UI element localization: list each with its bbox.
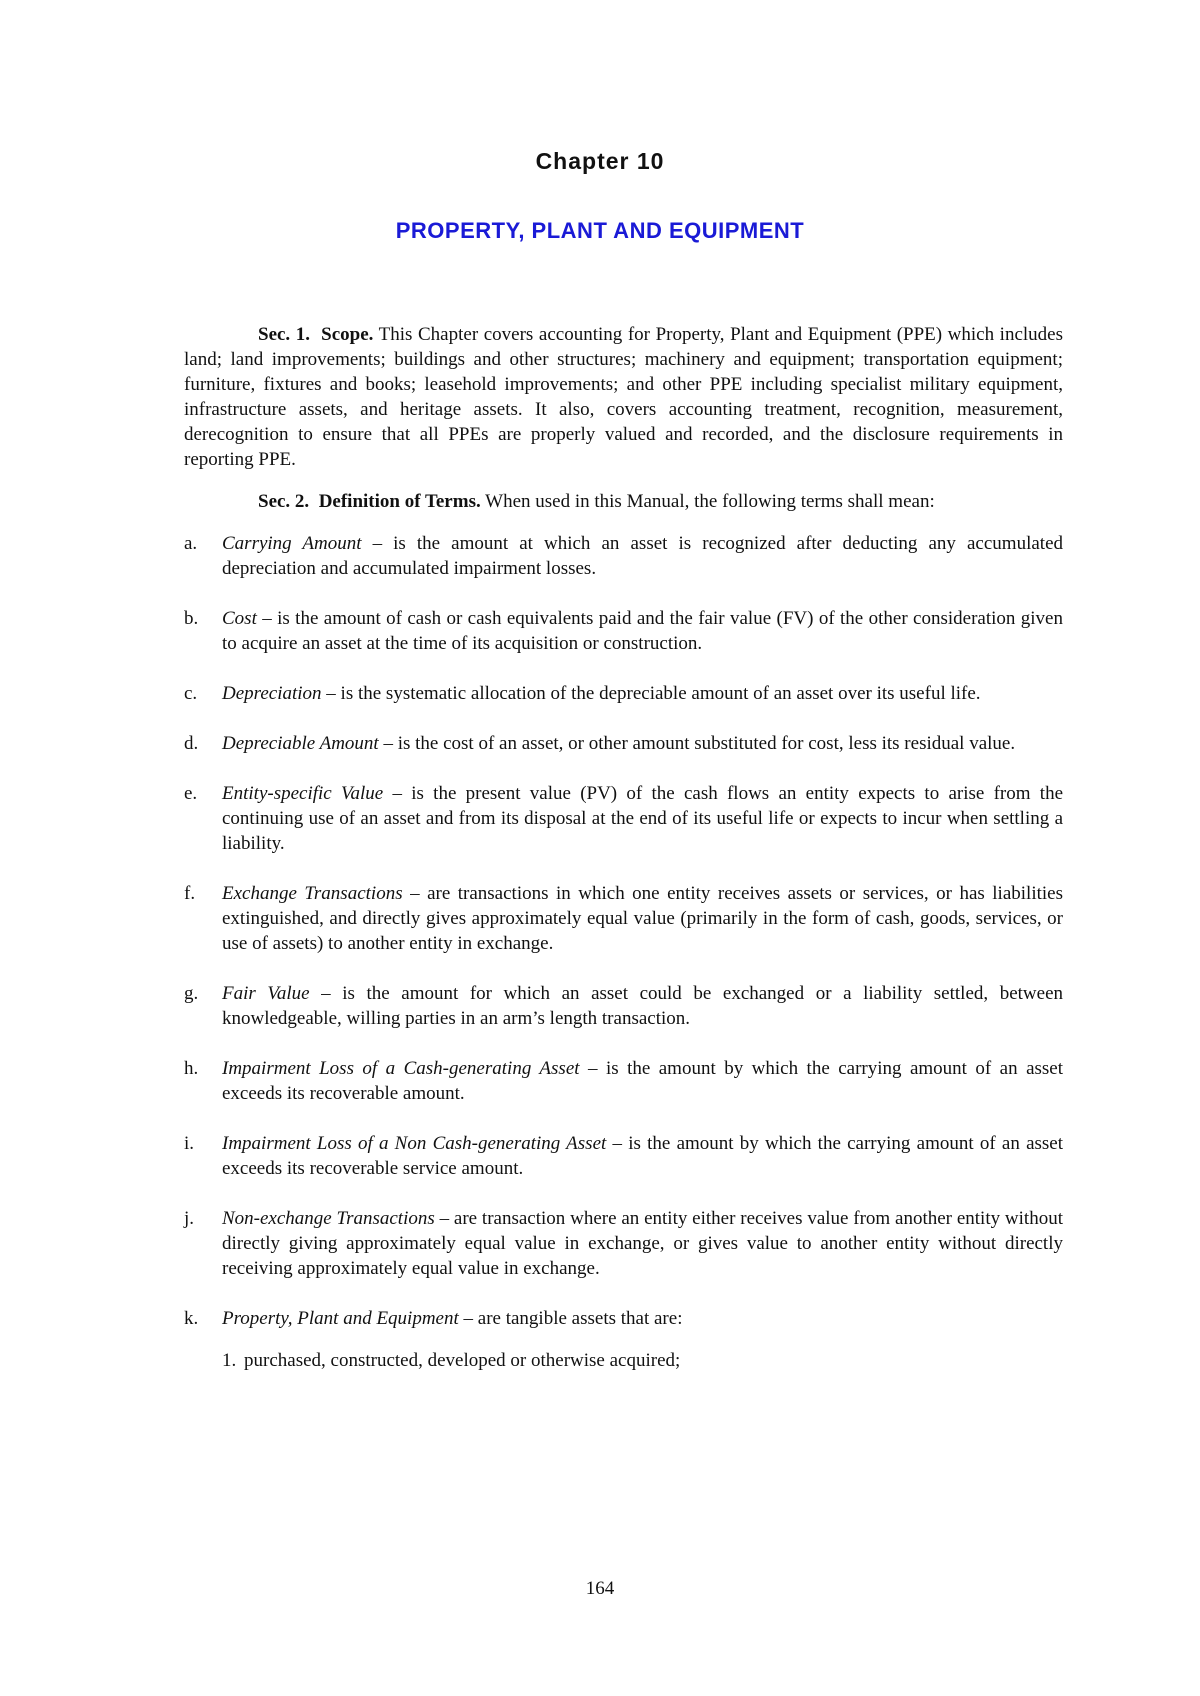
definition-text <box>222 781 1063 856</box>
definition-text <box>222 981 1063 1031</box>
definition-item <box>184 606 1063 656</box>
chapter-heading: Chapter 10 <box>535 148 665 174</box>
sub-item <box>222 1348 1063 1373</box>
definition-term: Non-exchange Transactions <box>222 1208 435 1229</box>
definition-body: – is the amount by which the carrying amount of an asset exceeds its recoverable service amount. <box>222 1133 1063 1179</box>
definition-letter: k. <box>184 1308 199 1329</box>
definition-body: – are transactions in which one entity receives assets or services, or has liabilities extinguished, and directly gives approximately equal value (primarily in the form of cash, goods, services, or use of assets) to another entity in exchange. <box>222 883 1063 954</box>
definition-term: Depreciable Amount <box>222 733 379 754</box>
definition-body: – is the amount at which an asset is recognized after deducting any accumulated depreciation and accumulated impairment losses. <box>222 533 1064 579</box>
section-2-text: When used in this Manual, the following terms shall mean: <box>485 491 935 512</box>
section-1-paragraph <box>184 322 1063 472</box>
section-1-label: Scope. <box>321 324 374 345</box>
definition-item <box>184 881 1063 956</box>
definition-text <box>222 881 1063 956</box>
definition-body: – is the systematic allocation of the depreciable amount of an asset over its useful life. <box>321 683 981 704</box>
definition-letter: h. <box>184 1058 199 1079</box>
section-2-heading: Sec. 2. <box>258 491 310 512</box>
section-1-heading: Sec. 1. <box>258 324 311 345</box>
definition-item <box>184 1206 1063 1281</box>
definition-body: – are transaction where an entity either receives value from another entity without directly giving approximately equal value in exchange, or gives value to another entity without directly receiving approximately equal value in exchange. <box>222 1208 1063 1279</box>
definition-text <box>222 531 1063 581</box>
definition-letter: i. <box>184 1133 195 1154</box>
definition-body: – is the cost of an asset, or other amount substituted for cost, less its residual value. <box>378 733 1016 754</box>
definition-item <box>184 1056 1063 1106</box>
page-number: 164 <box>585 1578 615 1599</box>
definition-term: Carrying Amount <box>222 533 362 554</box>
definition-item <box>184 981 1063 1031</box>
definition-body: – is the amount by which the carrying amount of an asset exceeds its recoverable amount. <box>222 1058 1063 1104</box>
definition-item <box>184 731 1063 756</box>
definition-item <box>184 681 1063 706</box>
section-1-text: This Chapter covers accounting for Property, Plant and Equipment (PPE) which includes land; land improvements; buildings and other structures; machinery and equipment; transportation equipment; furniture, fixtures and books; leasehold improvements; and other PPE including specialist military equipment, infrastructure assets, and heritage assets. It also, covers accounting treatment, recognition, measurement, derecognition to ensure that all PPEs are properly valued and recorded, and the disclosure requirements in reporting PPE. <box>184 324 1063 470</box>
document-body <box>184 322 1063 1373</box>
definition-term: Depreciation <box>222 683 322 704</box>
definition-letter: c. <box>184 683 198 704</box>
definition-body: – is the present value (PV) of the cash flows an entity expects to arise from the continuing use of an asset and from its disposal at the end of its useful life or expects to incur when settling a liability. <box>222 783 1063 854</box>
definition-text <box>222 1206 1063 1281</box>
definition-term: Fair Value <box>222 983 310 1004</box>
definition-term: Exchange Transactions <box>222 883 403 904</box>
definition-term: Cost <box>222 608 257 629</box>
chapter-title: PROPERTY, PLANT AND EQUIPMENT <box>395 218 805 243</box>
definition-item <box>184 531 1063 581</box>
definition-text <box>222 1131 1063 1181</box>
definition-term: Impairment Loss of a Non Cash-generating Asset <box>222 1133 607 1154</box>
definition-item <box>184 781 1063 856</box>
definition-letter: b. <box>184 608 199 629</box>
definition-term: Property, Plant and Equipment <box>222 1308 459 1329</box>
definition-text <box>222 606 1063 656</box>
definition-letter: f. <box>184 883 196 904</box>
definition-body: – is the amount of cash or cash equivalents paid and the fair value (FV) of the other consideration given to acquire an asset at the time of its acquisition or construction. <box>222 608 1063 654</box>
section-2-label: Definition of Terms. <box>318 491 481 512</box>
definition-term: Entity-specific Value <box>222 783 384 804</box>
definition-letter: d. <box>184 733 199 754</box>
definition-text <box>222 731 1063 756</box>
definition-text <box>222 1056 1063 1106</box>
definition-letter: g. <box>184 983 199 1004</box>
definition-body: – are tangible assets that are: <box>458 1308 683 1329</box>
definition-text <box>222 681 1063 706</box>
sub-item-text: purchased, constructed, developed or otherwise acquired; <box>244 1350 681 1371</box>
definition-letter: e. <box>184 783 198 804</box>
definition-text <box>222 1306 1063 1331</box>
definition-list <box>184 531 1063 1373</box>
definition-item <box>184 1131 1063 1181</box>
section-2-paragraph <box>184 489 1063 514</box>
definition-term: Impairment Loss of a Cash-generating Asset <box>222 1058 580 1079</box>
definition-letter: j. <box>184 1208 195 1229</box>
sub-item-number: 1. <box>222 1350 237 1371</box>
definition-item <box>184 1306 1063 1331</box>
definition-body: – is the amount for which an asset could be exchanged or a liability settled, between knowledgeable, willing parties in an arm’s length transaction. <box>222 983 1064 1029</box>
definition-letter: a. <box>184 533 198 554</box>
